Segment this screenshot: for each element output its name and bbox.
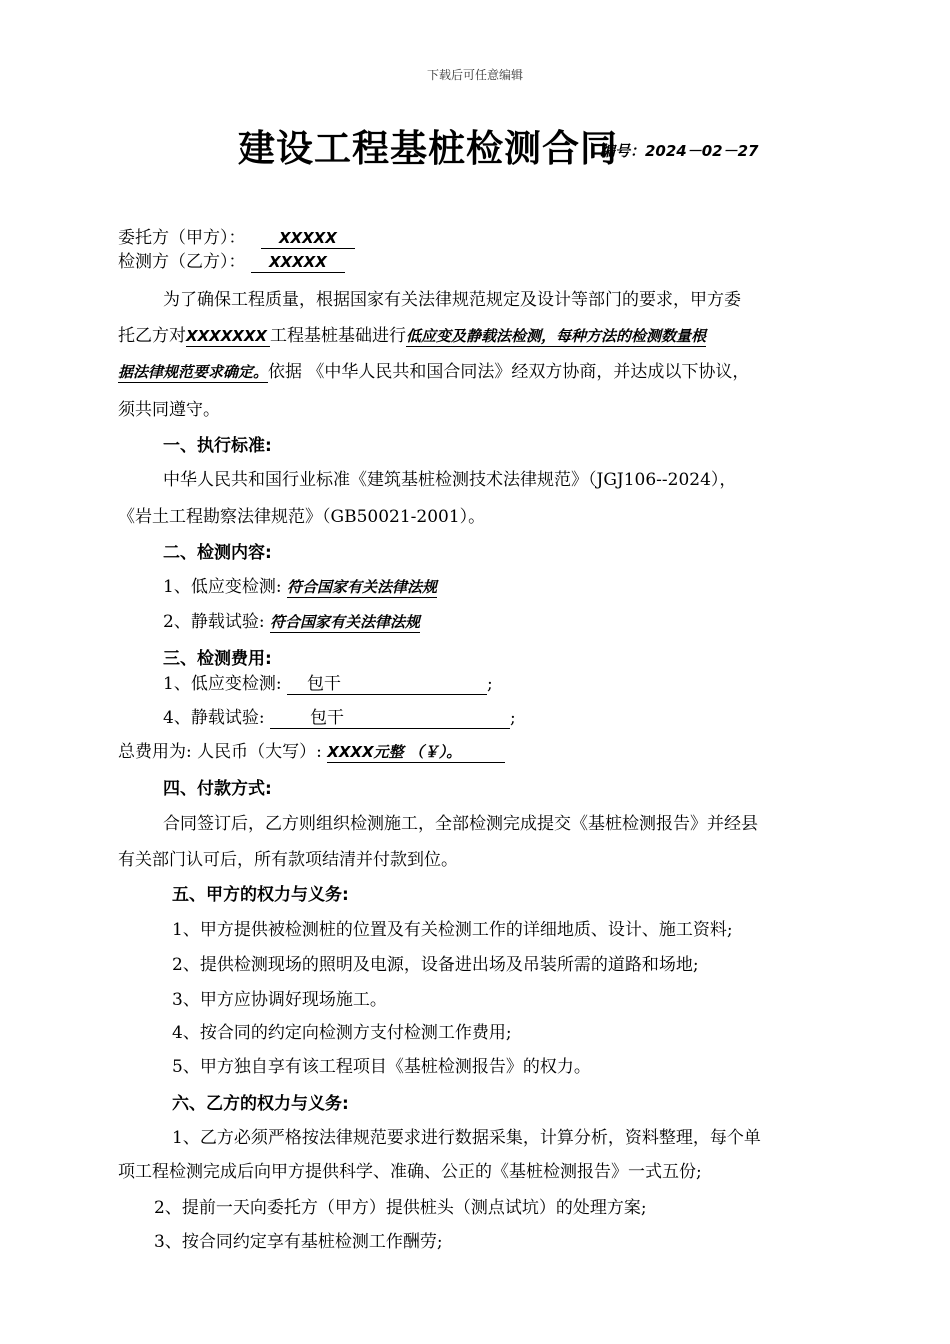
total-fee-value: XXXX元整 （￥）。: [327, 742, 505, 763]
party-a-duty-4: 4、按合同的约定向检测方支付检测工作费用;: [172, 1023, 512, 1043]
payment-line-2: 有关部门认可后，所有款项结清并付款到位。: [118, 850, 458, 870]
content-item-1-label: 1、低应变检测:: [163, 577, 282, 597]
party-b-duty-1-line-2: 项工程检测完成后向甲方提供科学、准确、公正的《基桩检测报告》一式五份;: [118, 1162, 702, 1182]
intro-line-2-mid: 工程基桩基础进行: [270, 326, 406, 346]
party-b-duty-2: 2、提前一天向委托方（甲方）提供桩头（测点试坑）的处理方案;: [154, 1198, 647, 1218]
party-b-duty-3: 3、按合同约定享有基桩检测工作酬劳;: [154, 1232, 443, 1252]
intro-line-4: 须共同遵守。: [118, 400, 220, 420]
section-3-heading: 三、检测费用:: [163, 649, 272, 669]
intro-line-3: [118, 360, 749, 384]
fee-item-2-value: 包干: [270, 708, 510, 729]
fee-item-2-label: 4、静载试验:: [163, 708, 265, 728]
project-name-fill: XXXXXXX: [186, 326, 270, 347]
party-b-label: 检测方（乙方）：: [118, 252, 246, 272]
party-b-duty-1-line-1: 1、乙方必须严格按法律规范要求进行数据采集，计算分析，资料整理，每个单: [172, 1128, 761, 1148]
total-fee-label: 总费用为: 人民币（大写）:: [118, 742, 322, 762]
content-item-2: [163, 610, 420, 634]
section-5-heading: 五、甲方的权力与义务:: [172, 885, 349, 905]
contract-title: 建设工程基桩检测合同: [238, 127, 618, 170]
party-a-duty-2: 2、提供检测现场的照明及电源，设备进出场及吊装所需的道路和场地;: [172, 955, 699, 975]
contract-number: 编号：2024－02－27: [600, 142, 759, 160]
fee-item-2: [163, 706, 510, 730]
content-item-1-value: 符合国家有关法律法规: [286, 578, 437, 596]
section-1-heading: 一、执行标准:: [163, 436, 272, 456]
fee-item-1-value: 包干: [287, 674, 487, 695]
section-4-heading: 四、付款方式:: [163, 779, 272, 799]
party-b-value: XXXXX: [251, 252, 345, 273]
intro-line-2-prefix: 托乙方对: [118, 326, 186, 346]
intro-line-3-text: 依据 《中华人民共和国合同法》经双方协商，并达成以下协议，: [268, 362, 750, 382]
standard-line-1: 中华人民共和国行业标准《建筑基桩检测技术法律规范》（JGJ106--2024），: [163, 470, 737, 490]
intro-line-2: [118, 324, 706, 348]
intro-line-1: 为了确保工程质量，根据国家有关法律规范规定及设计等部门的要求，甲方委: [163, 290, 741, 310]
test-method-fill: 低应变及静载法检测，每种方法的检测数量根: [406, 327, 707, 345]
payment-line-1: 合同签订后，乙方则组织检测施工，全部检测完成提交《基桩检测报告》并经县: [163, 814, 758, 834]
test-quantity-fill: 据法律规范要求确定。: [118, 363, 269, 381]
party-a-row: [118, 226, 355, 250]
party-a-duty-1: 1、甲方提供被检测桩的位置及有关检测工作的详细地质、设计、施工资料;: [172, 920, 733, 940]
section-6-heading: 六、乙方的权力与义务:: [172, 1094, 349, 1114]
page-header-note: 下载后可任意编辑: [426, 68, 523, 82]
fee-item-1-label: 1、低应变检测:: [163, 674, 282, 694]
total-fee-row: [118, 740, 505, 764]
section-2-heading: 二、检测内容:: [163, 543, 272, 563]
content-item-1: [163, 575, 437, 599]
party-a-label: 委托方（甲方）：: [118, 228, 246, 248]
party-a-duty-5: 5、甲方独自享有该工程项目《基桩检测报告》的权力。: [172, 1057, 591, 1077]
content-item-2-label: 2、静载试验:: [163, 612, 265, 632]
fee-item-1-semicolon: ;: [486, 674, 493, 694]
party-a-value: XXXXX: [261, 228, 355, 249]
party-b-row: [118, 250, 345, 274]
fee-item-1: [163, 672, 493, 696]
standard-line-2: 《岩土工程勘察法律规范》（GB50021-2001）。: [118, 507, 486, 527]
party-a-duty-3: 3、甲方应协调好现场施工。: [172, 990, 387, 1010]
content-item-2-value: 符合国家有关法律法规: [269, 613, 420, 631]
fee-item-2-semicolon: ;: [510, 708, 516, 728]
